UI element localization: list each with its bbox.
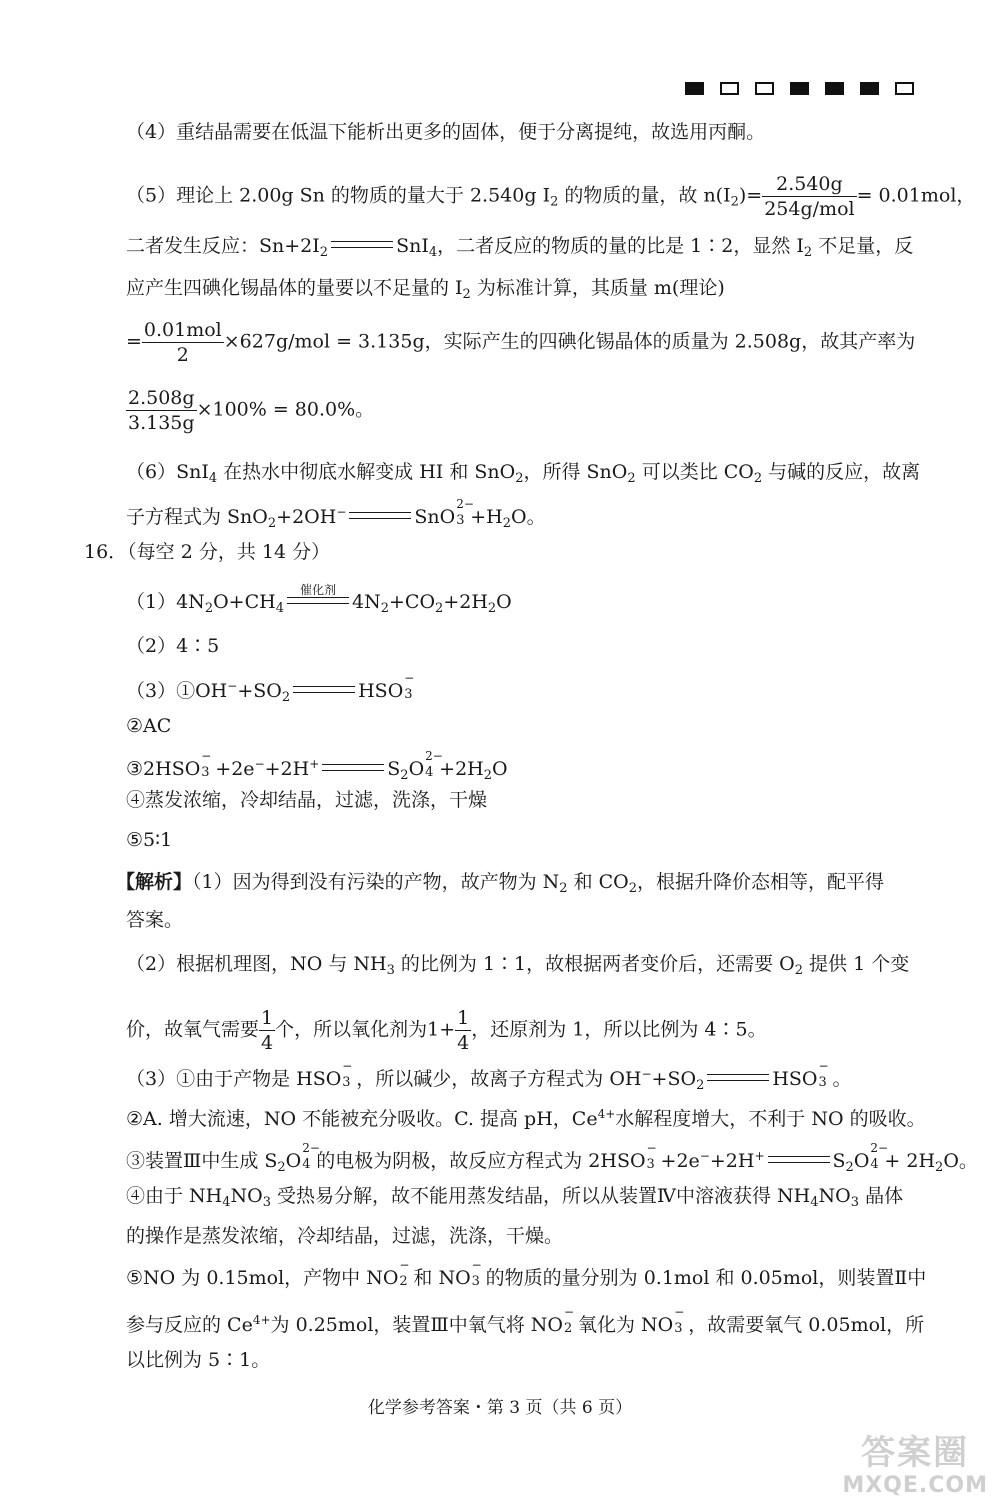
equals-arrow xyxy=(293,686,355,693)
fraction: $\frac{1}{4}$ xyxy=(261,1007,274,1054)
filled-block xyxy=(790,82,809,95)
q16-answer-3-4: ④蒸发浓缩，冷却结晶，过滤，洗涤，干燥 xyxy=(126,789,488,811)
q16-analysis-1-line1: 【解析】（1）因为得到没有污染的产物，故产物为 $N_2$ 和 $CO_2$，根据升降价态相等，配平得 xyxy=(116,871,885,896)
q16-analysis-3-5-line2: 参与反应的 $Ce^{4+}$为 0.25mol，装置Ⅲ中氧气将 NO − 2 氧化为 NO − 3 ，故需要氧气 0.05mol，所 xyxy=(126,1305,925,1336)
q15-answer-6-line2: 子方程式为 SnO$_2$+2OH− SnO 2− 3 $+H_2O$。 xyxy=(126,497,546,531)
equals-arrow-catalyst: 催化剂 xyxy=(287,597,349,604)
q16-analysis-2-line2: 价，故氧气需要 $\frac{1}{4}$ 个，所以氧化剂为1+ $\frac{1}{4}$ ，还原剂为 1，所以比例为 4∶5。 xyxy=(126,1007,767,1054)
q15-answer-5-line3: 应产生四碘化锡晶体的量要以不足量的 $I_2$ 为标准计算，其质量 m(理论) xyxy=(126,277,725,302)
q16-analysis-3-3: ③装置Ⅲ中生成 $S_2O$ 2− 4 的电极为阴极，故反应方程式为 2HSO − 3 +2e−+2H+ $S_2O$ 2− 4 + $2H_2O$。 xyxy=(126,1141,978,1175)
q16-analysis-3-4-line2: 的操作是蒸发浓缩，冷却结晶，过滤，洗涤，干燥。 xyxy=(126,1225,564,1247)
empty-block xyxy=(720,82,739,95)
q16-answer-3-3: ③2HSO − 3 +2e−+2H+ $S_2O$ 2− 4 $+2H_2O$ xyxy=(126,749,508,783)
empty-block xyxy=(755,82,774,95)
q16-analysis-2-line1: （2）根据机理图，NO 与 $NH_3$ 的比例为 1∶1，故根据两者变价后，还需要 $O_2$ 提供 1 个变 xyxy=(126,953,910,978)
filled-block xyxy=(685,82,704,95)
q16-answer-2: （2）4∶5 xyxy=(126,635,220,657)
filled-block xyxy=(860,82,879,95)
q16-answer-3-2: ②AC xyxy=(126,715,172,737)
q16-analysis-1-line2: 答案。 xyxy=(126,909,184,931)
fraction: $\frac{\text{0.01mol}}{2}$ xyxy=(143,319,222,366)
q16-analysis-3-5-line3: 以比例为 5∶1。 xyxy=(126,1349,271,1371)
filled-block xyxy=(825,82,844,95)
equals-arrow xyxy=(322,764,384,771)
q15-answer-5-line1: （5）理论上 2.00g Sn 的物质的量大于 2.540g $I_2$ 的物质的量，故 $n(I_2)=$ $\frac{2.540g}{\text{254g/mol}}$ = 0.01mol， xyxy=(126,173,976,220)
q15-answer-5-line5: $\frac{2.508g}{3.135g}$ ×100% = 80.0%。 xyxy=(128,387,375,434)
equals-arrow xyxy=(349,512,411,519)
watermark-logo: 答案圈 MXQE.COM xyxy=(842,1433,988,1498)
q15-answer-5-line4: = $\frac{\text{0.01mol}}{2}$ ×627g/mol = 3.135g，实际产生的四碘化锡晶体的质量为 2.508g，故其产率为 xyxy=(126,319,916,366)
q15-answer-6-line1: （6）SnI$_4$ 在热水中彻底水解变成 HI 和 SnO$_2$，所得 SnO$_2$ 可以类比 $CO_2$ 与碱的反应，故离 xyxy=(126,461,921,486)
empty-block xyxy=(895,82,914,95)
equals-arrow xyxy=(331,241,393,248)
q16-analysis-3-1: （3）①由于产物是 HSO − 3 ，所以碱少，故离子方程式为 $OH^-+SO_2$ HSO − 3 。 xyxy=(126,1059,852,1093)
q16-answer-3-1: $(3)①OH^-+SO_2$ HSO − 3 xyxy=(126,671,415,705)
fraction: $\frac{2.508g}{3.135g}$ xyxy=(128,387,195,434)
equals-arrow xyxy=(768,1156,830,1163)
q16-answer-1: $(1)4N_2O+CH_4$ 催化剂 $4N_2+CO_2+2H_2O$ xyxy=(126,583,512,616)
q16-analysis-3-2: ②A. 增大流速，NO 不能被充分吸收。C. 提高 pH，$Ce^{4+}$水解程度增大，不利于 NO 的吸收。 xyxy=(126,1107,926,1130)
fraction: $\frac{2.540g}{\text{254g/mol}}$ xyxy=(764,173,855,220)
page-footer: 化学参考答案・第 3 页（共 6 页） xyxy=(367,1398,633,1418)
q16-analysis-3-4-line1: ④由于 $NH_4NO_3$ 受热易分解，故不能用蒸发结晶，所以从装置Ⅳ中溶液获得 $NH_4NO_3$ 晶体 xyxy=(126,1185,904,1210)
equals-arrow xyxy=(707,1074,769,1081)
q16-analysis-3-5-line1: ⑤NO 为 0.15mol，产物中 NO − 2 和 NO − 3 的物质的量分别为 0.1mol 和 0.05mol，则装置Ⅱ中 xyxy=(126,1258,927,1289)
fraction: $\frac{1}{4}$ xyxy=(457,1007,470,1054)
header-block-pattern xyxy=(685,82,914,95)
q15-answer-4: （4）重结晶需要在低温下能析出更多的固体，便于分离提纯，故选用丙酮。 xyxy=(126,121,766,143)
q15-answer-5-line2: 二者发生反应：$Sn+2I_2$ SnI$_4$，二者反应的物质的量的比是 1∶2，显然 $I_2$ 不足量，反 xyxy=(126,235,914,260)
q16-header: 16．（每空 2 分，共 14 分） xyxy=(84,541,331,563)
q16-answer-3-5: ⑤5∶1 xyxy=(126,829,173,851)
